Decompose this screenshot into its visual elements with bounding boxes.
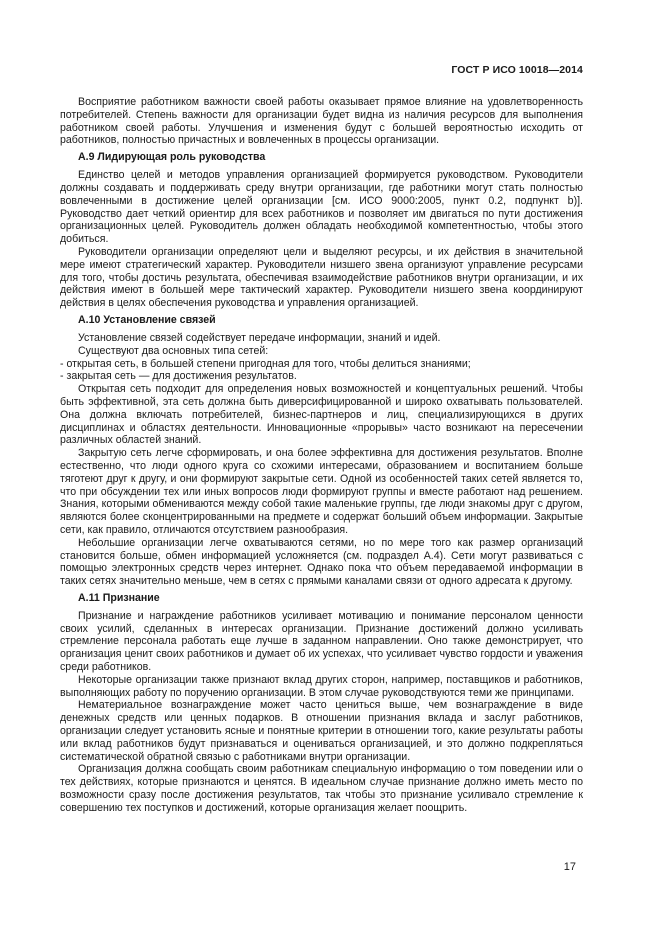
section-heading-a11: А.11 Признание bbox=[78, 591, 160, 604]
paragraph: Нематериальное вознаграждение может часто цениться выше, чем вознаграждение в виде денежных средств или ценных подарков. В отношении признания вклада и заслуг работников, организации следует установить ясные и понятные критерии в отношении того, какие результаты работы или вклад работников будут признаваться и оцениваться организацией, и это должно подкрепляться систематической обратной связью с работниками внутри организации. bbox=[60, 699, 583, 763]
paragraph: Единство целей и методов управления организацией формируется руководством. Руководители должны создавать и поддерживать среду внутри организации, где работники могут стать полностью вовлеченными в достижение целей организации [см. ИСО 9000:2005, пункт 0.2, подпункт b)]. Руководство дает четкий ориентир для всех работников и позволяет им двигаться по пути достижения организационных целей. Руководитель должен обладать необходимой компетентностью, чтобы этого добиться. bbox=[60, 169, 583, 246]
paragraph: Существуют два основных типа сетей: bbox=[78, 344, 269, 357]
paragraph: Открытая сеть подходит для определения новых возможностей и концептуальных решений. Чтобы быть эффективной, эта сеть должна быть диверсифицированной и широко охватывать пользователей. Она должна включать потребителей, бизнес-партнеров и лиц, специализирующихся в других дисциплинах и областях деятельности. Инновационные «прорывы» часто возникают на пересечении различных областей знаний. bbox=[60, 383, 583, 447]
paragraph: Закрытую сеть легче сформировать, и она более эффективна для достижения результатов. Вполне естественно, что люди одного круга со схожими интересами, образованием и воспитанием больше тяготеют друг к другу, и они формируют закрытые сети. Одной из особенностей таких сетей является то, что при обсуждении тех или иных вопросов люди формируют группы и вместе работают над решением. Знания, которыми обмениваются между собой такие маленькие группы, где люди знакомы друг с другом, являются более сконцентрированными на предмете и содержат больший объем информации. Закрытые сети, как правило, отличаются отсутствием разнообразия. bbox=[60, 447, 583, 536]
section-heading-a10: А.10 Установление связей bbox=[78, 313, 216, 326]
paragraph: Некоторые организации также признают вклад других сторон, например, поставщиков и работников, выполняющих работу по поручению организации. В этом случае руководствуются теми же принципами. bbox=[60, 673, 583, 699]
paragraph: Небольшие организации легче охватываются сетями, но по мере того как размер организаций становится больше, обмен информацией усложняется (см. подраздел А.4). Сети могут развиваться с помощью электронных средств через интернет. Однако пока что объем передаваемой информации в таких сетях значительно меньше, чем в сетях с прямыми каналами связи от одного адресата к другому. bbox=[60, 536, 583, 588]
section-heading-a9: А.9 Лидирующая роль руководства bbox=[78, 151, 266, 164]
page-number: 17 bbox=[563, 861, 576, 873]
paragraph: Руководители организации определяют цели и выделяют ресурсы, и их действия в значительной мере имеют стратегический характер. Руководители низшего звена организуют управление ресурсами для того, чтобы достичь результата, обеспечивая взаимодействие работников внутри организации, и их действия имеют в большей мере тактический характер. Руководители низшего звена координируют действия в целях обеспечения руководства и управления организацией. bbox=[60, 245, 583, 310]
paragraph: Признание и награждение работников усиливает мотивацию и понимание персоналом ценности своих усилий, сделанных в интересах организации. Признание достижений должно усиливать стремление персонала работать еще лучше в заданном направлении. Оно также демонстрирует, что организация ценит своих работников и думает об их успехах, что усиливает чувство гордости и уважения среди работников. bbox=[60, 609, 583, 674]
paragraph: Организация должна сообщать своим работникам специальную информацию о том поведении или о тех действиях, которые признаются и ценятся. В идеальном случае признание должно иметь место по возможности сразу после достижения результатов, так чтобы это признание усиливало стремление к совершению тех поступков и достижений, которые организация желает поощрить. bbox=[60, 763, 583, 814]
paragraph: Восприятие работником важности своей работы оказывает прямое влияние на удовлетворенность потребителей. Степень важности для организации будет видна из наличия ресурсов для выполнения работником своей работы. Улучшения и изменения будут с большей вероятностью исходить от работников, полностью причастных и вовлеченных в процессы организации. bbox=[60, 96, 583, 147]
list-item: - закрытая сеть — для достижения результатов. bbox=[60, 370, 297, 383]
standard-header: ГОСТ Р ИСО 10018—2014 bbox=[451, 64, 583, 76]
list-item: - открытая сеть, в большей степени пригодная для того, чтобы делиться знаниями; bbox=[60, 357, 471, 370]
page-content bbox=[60, 96, 583, 815]
paragraph: Установление связей содействует передаче информации, знаний и идей. bbox=[78, 331, 441, 344]
